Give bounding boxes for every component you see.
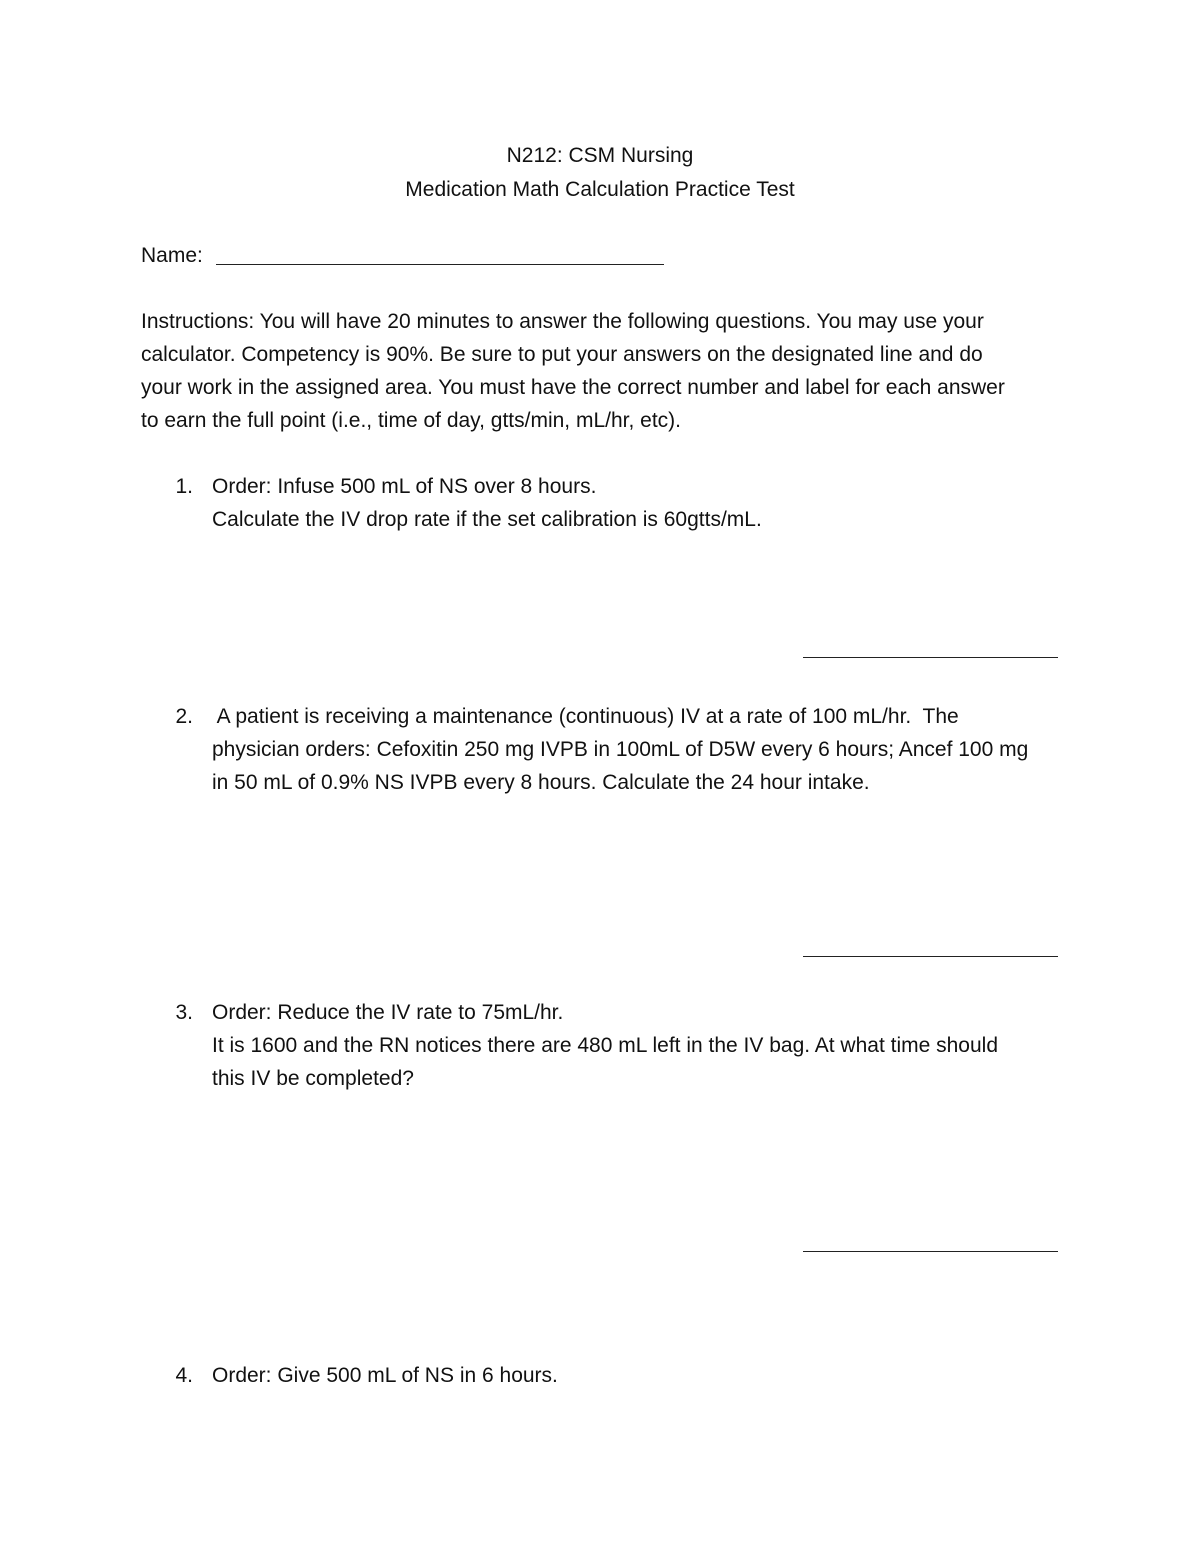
course-title: N212: CSM Nursing	[506, 144, 694, 167]
instructions-line: calculator. Competency is 90%. Be sure to put your answers on the designated line and do	[141, 343, 983, 366]
instructions-line: your work in the assigned area. You must have the correct number and label for each answer	[141, 376, 1005, 399]
answer-line-2[interactable]	[803, 956, 1058, 957]
name-label: Name:	[141, 244, 203, 267]
question-text: It is 1600 and the RN notices there are 480 mL left in the IV bag. At what time should	[212, 1034, 999, 1057]
question-text: Order: Reduce the IV rate to 75mL/hr.	[212, 1001, 564, 1024]
question-text: this IV be completed?	[212, 1067, 414, 1090]
name-answer-line[interactable]	[216, 264, 664, 265]
question-text: A patient is receiving a maintenance (continuous) IV at a rate of 100 mL/hr. The	[212, 705, 959, 728]
answer-line-1[interactable]	[803, 657, 1058, 658]
question-text: Calculate the IV drop rate if the set calibration is 60gtts/mL.	[212, 508, 762, 531]
test-title: Medication Math Calculation Practice Test	[405, 178, 795, 201]
instructions-line: to earn the full point (i.e., time of day, gtts/min, mL/hr, etc).	[141, 409, 682, 432]
question-text: physician orders: Cefoxitin 250 mg IVPB in 100mL of D5W every 6 hours; Ancef 100 mg	[212, 738, 1029, 761]
question-number: 1.	[175, 475, 193, 498]
question-text: in 50 mL of 0.9% NS IVPB every 8 hours. Calculate the 24 hour intake.	[212, 771, 870, 794]
question-text: Order: Give 500 mL of NS in 6 hours.	[212, 1364, 558, 1387]
instructions-line: Instructions: You will have 20 minutes to answer the following questions. You may use your	[141, 310, 984, 333]
question-number: 2.	[175, 705, 193, 728]
answer-line-3[interactable]	[803, 1251, 1058, 1252]
question-number: 3.	[175, 1001, 193, 1024]
question-number: 4.	[175, 1364, 193, 1387]
question-text: Order: Infuse 500 mL of NS over 8 hours.	[212, 475, 597, 498]
